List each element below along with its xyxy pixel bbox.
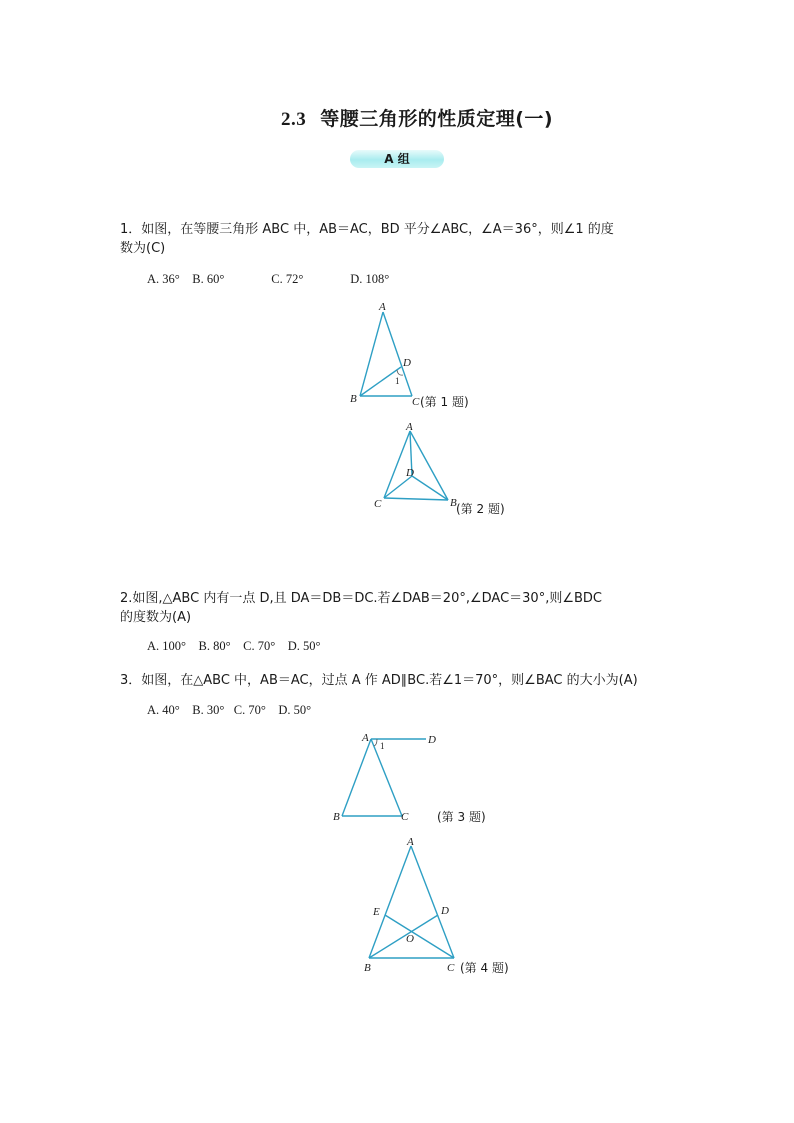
figure-4-caption: (第 4 题) <box>460 961 509 975</box>
fig4-label-c: C <box>447 962 455 974</box>
fig1-label-c: C <box>412 396 420 408</box>
figure-1-caption: (第 1 题) <box>420 395 469 409</box>
fig2-label-b: B <box>450 497 457 509</box>
fig3-edge-ac <box>371 739 402 816</box>
fig3-edge-ab <box>342 739 371 816</box>
fig4-edge-bd <box>369 915 438 958</box>
page-title <box>0 104 794 131</box>
figure-1 <box>340 298 430 408</box>
fig4-edge-ce <box>385 915 454 958</box>
section-title: 等腰三角形的性质定理(一) <box>320 108 554 130</box>
fig2-label-a: A <box>406 421 413 433</box>
question-3-line1: 3．如图，在△ABC 中，AB＝AC，过点 A 作 AD∥BC.若∠1＝70°，则∠BAC 的大小为(A) <box>120 673 638 688</box>
fig1-label-1: 1 <box>395 376 400 386</box>
fig1-label-a: A <box>379 301 386 313</box>
question-2-options: A. 100° B. 80° C. 70° D. 50° <box>147 639 321 653</box>
question-2-line2: 的度数为(A) <box>120 610 192 625</box>
fig1-angle-arc <box>397 370 403 375</box>
figure-3 <box>330 728 445 828</box>
fig2-edge-ab <box>410 431 448 500</box>
fig2-label-d: D <box>406 467 414 479</box>
fig3-label-c: C <box>401 811 409 823</box>
fig4-edge-ac <box>411 846 454 958</box>
fig4-label-e: E <box>373 906 380 918</box>
fig4-label-b: B <box>364 962 371 974</box>
question-3-text <box>120 671 720 690</box>
fig3-label-1: 1 <box>380 741 385 751</box>
figure-2-caption: (第 2 题) <box>456 502 505 516</box>
figure-4 <box>358 833 468 978</box>
fig1-label-b: B <box>350 393 357 405</box>
fig2-edge-cb <box>384 498 448 500</box>
fig1-edge-ab <box>360 312 383 396</box>
fig3-label-d: D <box>428 734 436 746</box>
fig3-label-b: B <box>333 811 340 823</box>
fig4-label-a: A <box>407 836 414 848</box>
figure-3-caption: (第 3 题) <box>437 810 486 824</box>
group-badge: A 组 <box>350 150 444 168</box>
fig2-edge-bd <box>412 476 448 500</box>
question-2-text <box>120 589 680 627</box>
figure-2 <box>370 418 465 513</box>
question-1-options: A. 36° B. 60° C. 72° D. 108° <box>147 272 390 286</box>
fig2-label-c: C <box>374 498 382 510</box>
question-2-line1: 2.如图,△ABC 内有一点 D,且 DA＝DB＝DC.若∠DAB＝20°,∠DAC＝30°,则∠BDC <box>120 591 602 606</box>
fig1-label-d: D <box>403 357 411 369</box>
section-number: 2.3 <box>280 109 307 130</box>
fig4-label-d: D <box>441 905 449 917</box>
question-3-options: A. 40° B. 30° C. 70° D. 50° <box>147 703 312 717</box>
question-1-text <box>120 220 680 258</box>
fig4-label-o: O <box>406 933 414 945</box>
question-1-line2: 数为(C) <box>120 241 166 256</box>
fig3-angle-arc <box>374 739 377 746</box>
question-1-line1: 1．如图，在等腰三角形 ABC 中，AB＝AC，BD 平分∠ABC，∠A＝36°，则∠1 的度 <box>120 222 614 237</box>
fig4-edge-ab <box>369 846 411 958</box>
fig3-label-a: A <box>362 732 369 744</box>
